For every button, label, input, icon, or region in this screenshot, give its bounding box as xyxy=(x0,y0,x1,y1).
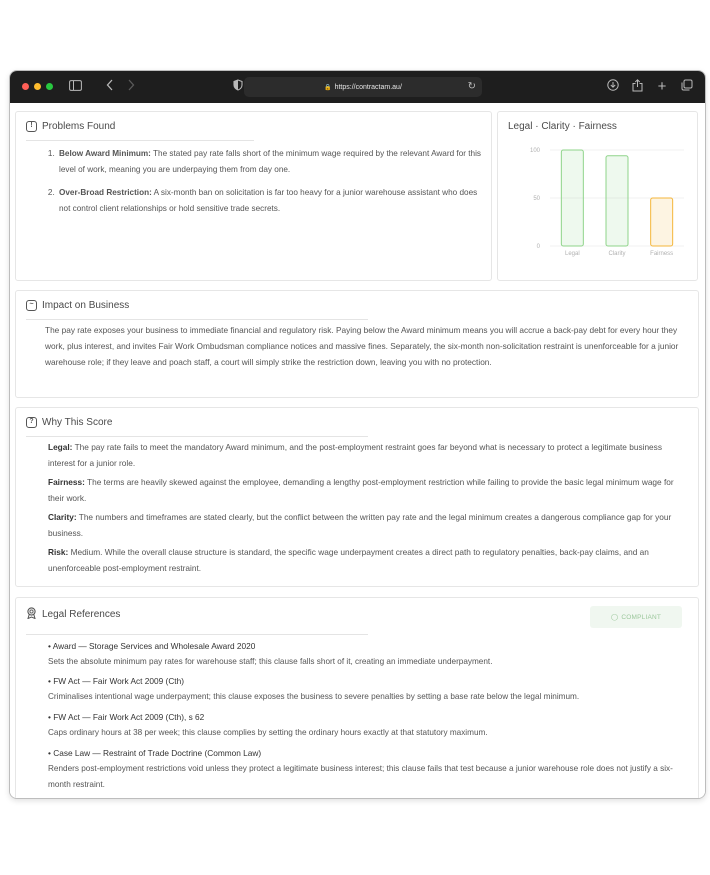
why-item: Legal: The pay rate fails to meet the mandatory Award minimum, and the post-employment restraint goes far beyond what is necessary to protect a legitimate business interest for a junior role. xyxy=(48,442,662,468)
privacy-shield-icon[interactable] xyxy=(231,79,245,95)
divider xyxy=(26,634,368,635)
reference-item: • Award — Storage Services and Wholesale Award 2020 Sets the absolute minimum pay rates for warehouse staff; this clause falls short of it, creating an immediate underpayment. xyxy=(48,641,493,666)
minimize-window-button[interactable] xyxy=(34,83,41,90)
reload-icon[interactable]: ↻ xyxy=(467,81,476,92)
problem-item: 2. Over-Broad Restriction: A six-month ban on solicitation is far too heavy for a junior warehouse assistant who does not control client relationships or hold sensitive trade secrets. xyxy=(57,185,487,217)
close-window-button[interactable] xyxy=(22,83,29,90)
divider xyxy=(26,319,368,320)
y-tick-label: 50 xyxy=(533,196,540,202)
browser-toolbar xyxy=(10,71,705,103)
problems-list xyxy=(57,146,487,224)
why-item: Clarity: The numbers and timeframes are stated clearly, but the conflict between the written pay rate and the legal minimum creates a dangerous compliance gap for your business. xyxy=(48,512,672,538)
new-tab-icon[interactable]: + xyxy=(657,78,667,95)
problems-card xyxy=(15,111,492,281)
address-bar[interactable] xyxy=(244,77,482,97)
impact-heading: ~ Impact on Business xyxy=(26,300,129,311)
problem-item: 1. Below Award Minimum: The stated pay rate falls short of the minimum wage required by the relevant Award for this level of work, meaning you are underpaying them from day one. xyxy=(57,146,487,178)
divider xyxy=(26,140,254,141)
lock-icon: 🔒 xyxy=(324,84,332,91)
why-card xyxy=(15,407,699,587)
impact-text: The pay rate exposes your business to immediate financial and regulatory risk. Paying below the Award minimum means you will accrue a back-pay debt for every hour they work, plus interest, and invites Fair Work Ombudsman compliance notices and massive fines. Separately, the six-month non-solicitation restraint is unenforceable for a junior warehouse role; if they leave and poach staff, a court will simply strike the restriction down, leaving you with no protection. xyxy=(45,325,679,367)
sidebar-toggle-icon[interactable] xyxy=(68,79,82,95)
compliant-badge[interactable]: ◯ COMPLIANT xyxy=(590,606,682,628)
page-content xyxy=(10,103,705,799)
check-circle-icon: ◯ xyxy=(610,614,619,621)
tab-overview-icon[interactable] xyxy=(680,79,694,95)
x-tick-label: Fairness xyxy=(650,251,674,257)
why-item: Fairness: The terms are heavily skewed against the employee, demanding a lengthy post-employment restriction while failing to provide the basic legal minimum wage for their work. xyxy=(48,477,674,503)
browser-window xyxy=(9,70,706,799)
impact-card xyxy=(15,290,699,398)
references-card xyxy=(15,597,699,799)
reference-item: • FW Act — Fair Work Act 2009 (Cth), s 62 Caps ordinary hours at 38 per week; this clause complies by setting the ordinary hours exactly at that statutory maximum. xyxy=(48,712,488,737)
x-tick-label: Legal xyxy=(564,251,580,257)
divider xyxy=(26,436,368,437)
bar-clarity[interactable] xyxy=(606,156,628,246)
chart-icon: ~ xyxy=(26,300,37,311)
why-list xyxy=(48,439,688,576)
bar-fairness[interactable] xyxy=(651,198,673,246)
question-icon: ? xyxy=(26,417,37,428)
back-icon[interactable] xyxy=(103,79,117,95)
url-text: https://contractam.au/ xyxy=(334,83,402,91)
alert-icon: ! xyxy=(26,121,37,132)
reference-item: • Case Law — Restraint of Trade Doctrine (Common Law) Renders post-employment restrictions void unless they protect a legitimate business interest; this clause fails that test because a junior warehouse role does not justify a six-month restraint. xyxy=(48,748,673,789)
reference-item: • FW Act — Fair Work Act 2009 (Cth) Criminalises intentional wage underpayment; this clause exposes the business to severe penalties by setting a base rate below the legal minimum. xyxy=(48,676,580,701)
references-heading: Legal References xyxy=(26,607,120,622)
y-tick-label: 100 xyxy=(529,148,540,154)
problems-heading: ! Problems Found xyxy=(26,121,115,132)
download-icon[interactable] xyxy=(606,79,620,95)
share-icon[interactable] xyxy=(630,79,644,95)
scores-chart xyxy=(498,132,699,282)
bar-legal[interactable] xyxy=(561,150,583,246)
y-tick-label: 0 xyxy=(536,244,540,250)
chart-title: Legal · Clarity · Fairness xyxy=(508,121,617,132)
x-tick-label: Clarity xyxy=(608,251,626,257)
award-icon xyxy=(26,607,37,622)
why-heading: ? Why This Score xyxy=(26,417,112,428)
zoom-window-button[interactable] xyxy=(46,83,53,90)
why-item: Risk: Medium. While the overall clause structure is standard, the specific wage underpayment creates a direct path to regulatory penalties, back-pay claims, and an unenforceable post-employment restraint. xyxy=(48,547,649,573)
forward-icon[interactable] xyxy=(124,79,138,95)
scores-chart-card xyxy=(497,111,698,281)
